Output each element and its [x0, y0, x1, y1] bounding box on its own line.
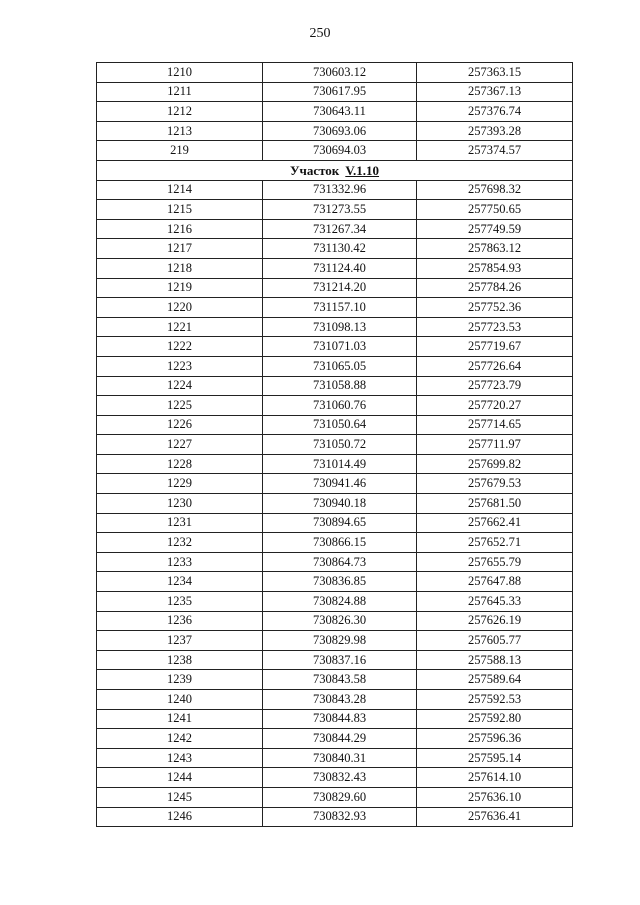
section-header-cell: [97, 160, 573, 180]
point-number-cell: 1245: [97, 787, 263, 807]
y-coordinate-cell: 257720.27: [417, 396, 573, 416]
point-number-cell: 1233: [97, 552, 263, 572]
point-number-cell: 1238: [97, 650, 263, 670]
point-number-cell: 1217: [97, 239, 263, 259]
y-coordinate-cell: 257714.65: [417, 415, 573, 435]
table-row: [97, 180, 573, 200]
point-number-cell: 1225: [97, 396, 263, 416]
y-coordinate-cell: 257393.28: [417, 121, 573, 141]
x-coordinate-cell: 730864.73: [263, 552, 417, 572]
x-coordinate-cell: 731014.49: [263, 454, 417, 474]
x-coordinate-cell: 731332.96: [263, 180, 417, 200]
x-coordinate-cell: 730836.85: [263, 572, 417, 592]
point-number-cell: 1244: [97, 768, 263, 788]
x-coordinate-cell: 731065.05: [263, 356, 417, 376]
y-coordinate-cell: 257750.65: [417, 200, 573, 220]
x-coordinate-cell: 731071.03: [263, 337, 417, 357]
point-number-cell: 1230: [97, 494, 263, 514]
y-coordinate-cell: 257363.15: [417, 63, 573, 83]
y-coordinate-cell: 257605.77: [417, 631, 573, 651]
point-number-cell: 1221: [97, 317, 263, 337]
table-row: [97, 533, 573, 553]
table-row: [97, 278, 573, 298]
x-coordinate-cell: 730832.43: [263, 768, 417, 788]
x-coordinate-cell: 731058.88: [263, 376, 417, 396]
y-coordinate-cell: 257863.12: [417, 239, 573, 259]
table-row: [97, 435, 573, 455]
point-number-cell: 1215: [97, 200, 263, 220]
y-coordinate-cell: 257854.93: [417, 258, 573, 278]
table-row: [97, 454, 573, 474]
point-number-cell: 1216: [97, 219, 263, 239]
x-coordinate-cell: 731124.40: [263, 258, 417, 278]
y-coordinate-cell: 257626.19: [417, 611, 573, 631]
table-row: [97, 258, 573, 278]
point-number-cell: 1227: [97, 435, 263, 455]
y-coordinate-cell: 257596.36: [417, 729, 573, 749]
table-row: [97, 63, 573, 83]
point-number-cell: 1214: [97, 180, 263, 200]
y-coordinate-cell: 257719.67: [417, 337, 573, 357]
y-coordinate-cell: 257723.79: [417, 376, 573, 396]
y-coordinate-cell: 257723.53: [417, 317, 573, 337]
table-row: [97, 650, 573, 670]
x-coordinate-cell: 730940.18: [263, 494, 417, 514]
table-row: [97, 239, 573, 259]
y-coordinate-cell: 257652.71: [417, 533, 573, 553]
x-coordinate-cell: 731060.76: [263, 396, 417, 416]
x-coordinate-cell: 730866.15: [263, 533, 417, 553]
point-number-cell: 1234: [97, 572, 263, 592]
table-row: [97, 82, 573, 102]
table-row: [97, 709, 573, 729]
point-number-cell: 1222: [97, 337, 263, 357]
table-row: [97, 690, 573, 710]
section-header-row: [97, 160, 573, 180]
y-coordinate-cell: 257662.41: [417, 513, 573, 533]
y-coordinate-cell: 257726.64: [417, 356, 573, 376]
x-coordinate-cell: 731214.20: [263, 278, 417, 298]
x-coordinate-cell: 730844.29: [263, 729, 417, 749]
page-number: 250: [309, 26, 331, 41]
point-number-cell: 1213: [97, 121, 263, 141]
x-coordinate-cell: 730693.06: [263, 121, 417, 141]
table-row: [97, 317, 573, 337]
table-row: [97, 631, 573, 651]
x-coordinate-cell: 730894.65: [263, 513, 417, 533]
table-row: [97, 141, 573, 161]
table-row: [97, 200, 573, 220]
x-coordinate-cell: 730694.03: [263, 141, 417, 161]
x-coordinate-cell: 730824.88: [263, 592, 417, 612]
table-row: [97, 729, 573, 749]
x-coordinate-cell: 730840.31: [263, 748, 417, 768]
table-row: [97, 298, 573, 318]
x-coordinate-cell: 731273.55: [263, 200, 417, 220]
table-row: [97, 376, 573, 396]
point-number-cell: 1236: [97, 611, 263, 631]
y-coordinate-cell: 257636.10: [417, 787, 573, 807]
y-coordinate-cell: 257588.13: [417, 650, 573, 670]
table-row: [97, 494, 573, 514]
coordinates-table-body: [97, 63, 573, 827]
y-coordinate-cell: 257749.59: [417, 219, 573, 239]
point-number-cell: 1242: [97, 729, 263, 749]
x-coordinate-cell: 730829.98: [263, 631, 417, 651]
section-label: Участок: [289, 162, 340, 178]
x-coordinate-cell: 730837.16: [263, 650, 417, 670]
y-coordinate-cell: 257681.50: [417, 494, 573, 514]
y-coordinate-cell: 257592.80: [417, 709, 573, 729]
x-coordinate-cell: 730603.12: [263, 63, 417, 83]
point-number-cell: 1235: [97, 592, 263, 612]
point-number-cell: 1241: [97, 709, 263, 729]
table-row: [97, 121, 573, 141]
point-number-cell: 1237: [97, 631, 263, 651]
point-number-cell: 1226: [97, 415, 263, 435]
point-number-cell: 1220: [97, 298, 263, 318]
point-number-cell: 1212: [97, 102, 263, 122]
coordinates-table: [96, 62, 573, 827]
point-number-cell: 1218: [97, 258, 263, 278]
table-row: [97, 396, 573, 416]
point-number-cell: 1231: [97, 513, 263, 533]
point-number-cell: 1246: [97, 807, 263, 827]
y-coordinate-cell: 257711.97: [417, 435, 573, 455]
table-row: [97, 748, 573, 768]
table-row: [97, 513, 573, 533]
y-coordinate-cell: 257367.13: [417, 82, 573, 102]
table-row: [97, 219, 573, 239]
x-coordinate-cell: 731157.10: [263, 298, 417, 318]
y-coordinate-cell: 257655.79: [417, 552, 573, 572]
point-number-cell: 1229: [97, 474, 263, 494]
y-coordinate-cell: 257589.64: [417, 670, 573, 690]
x-coordinate-cell: 730843.58: [263, 670, 417, 690]
point-number-cell: 1211: [97, 82, 263, 102]
point-number-cell: 1223: [97, 356, 263, 376]
y-coordinate-cell: 257376.74: [417, 102, 573, 122]
x-coordinate-cell: 731050.72: [263, 435, 417, 455]
y-coordinate-cell: 257699.82: [417, 454, 573, 474]
table-row: [97, 474, 573, 494]
table-row: [97, 592, 573, 612]
y-coordinate-cell: 257784.26: [417, 278, 573, 298]
point-number-cell: 219: [97, 141, 263, 161]
table-row: [97, 572, 573, 592]
x-coordinate-cell: 730941.46: [263, 474, 417, 494]
table-row: [97, 670, 573, 690]
table-row: [97, 611, 573, 631]
x-coordinate-cell: 730829.60: [263, 787, 417, 807]
y-coordinate-cell: 257374.57: [417, 141, 573, 161]
x-coordinate-cell: 731130.42: [263, 239, 417, 259]
table-row: [97, 415, 573, 435]
point-number-cell: 1224: [97, 376, 263, 396]
table-row: [97, 552, 573, 572]
x-coordinate-cell: 731050.64: [263, 415, 417, 435]
y-coordinate-cell: 257645.33: [417, 592, 573, 612]
table-row: [97, 337, 573, 357]
x-coordinate-cell: 730844.83: [263, 709, 417, 729]
y-coordinate-cell: 257698.32: [417, 180, 573, 200]
x-coordinate-cell: 730843.28: [263, 690, 417, 710]
point-number-cell: 1240: [97, 690, 263, 710]
y-coordinate-cell: 257752.36: [417, 298, 573, 318]
point-number-cell: 1219: [97, 278, 263, 298]
point-number-cell: 1243: [97, 748, 263, 768]
table-row: [97, 787, 573, 807]
x-coordinate-cell: 730617.95: [263, 82, 417, 102]
point-number-cell: 1228: [97, 454, 263, 474]
y-coordinate-cell: 257647.88: [417, 572, 573, 592]
y-coordinate-cell: 257636.41: [417, 807, 573, 827]
section-code: V.1.10: [345, 162, 380, 178]
table-row: [97, 768, 573, 788]
x-coordinate-cell: 731267.34: [263, 219, 417, 239]
y-coordinate-cell: 257595.14: [417, 748, 573, 768]
y-coordinate-cell: 257679.53: [417, 474, 573, 494]
x-coordinate-cell: 730832.93: [263, 807, 417, 827]
y-coordinate-cell: 257614.10: [417, 768, 573, 788]
point-number-cell: 1232: [97, 533, 263, 553]
y-coordinate-cell: 257592.53: [417, 690, 573, 710]
table-row: [97, 102, 573, 122]
x-coordinate-cell: 730643.11: [263, 102, 417, 122]
x-coordinate-cell: 730826.30: [263, 611, 417, 631]
table-row: [97, 356, 573, 376]
point-number-cell: 1210: [97, 63, 263, 83]
point-number-cell: 1239: [97, 670, 263, 690]
table-row: [97, 807, 573, 827]
x-coordinate-cell: 731098.13: [263, 317, 417, 337]
